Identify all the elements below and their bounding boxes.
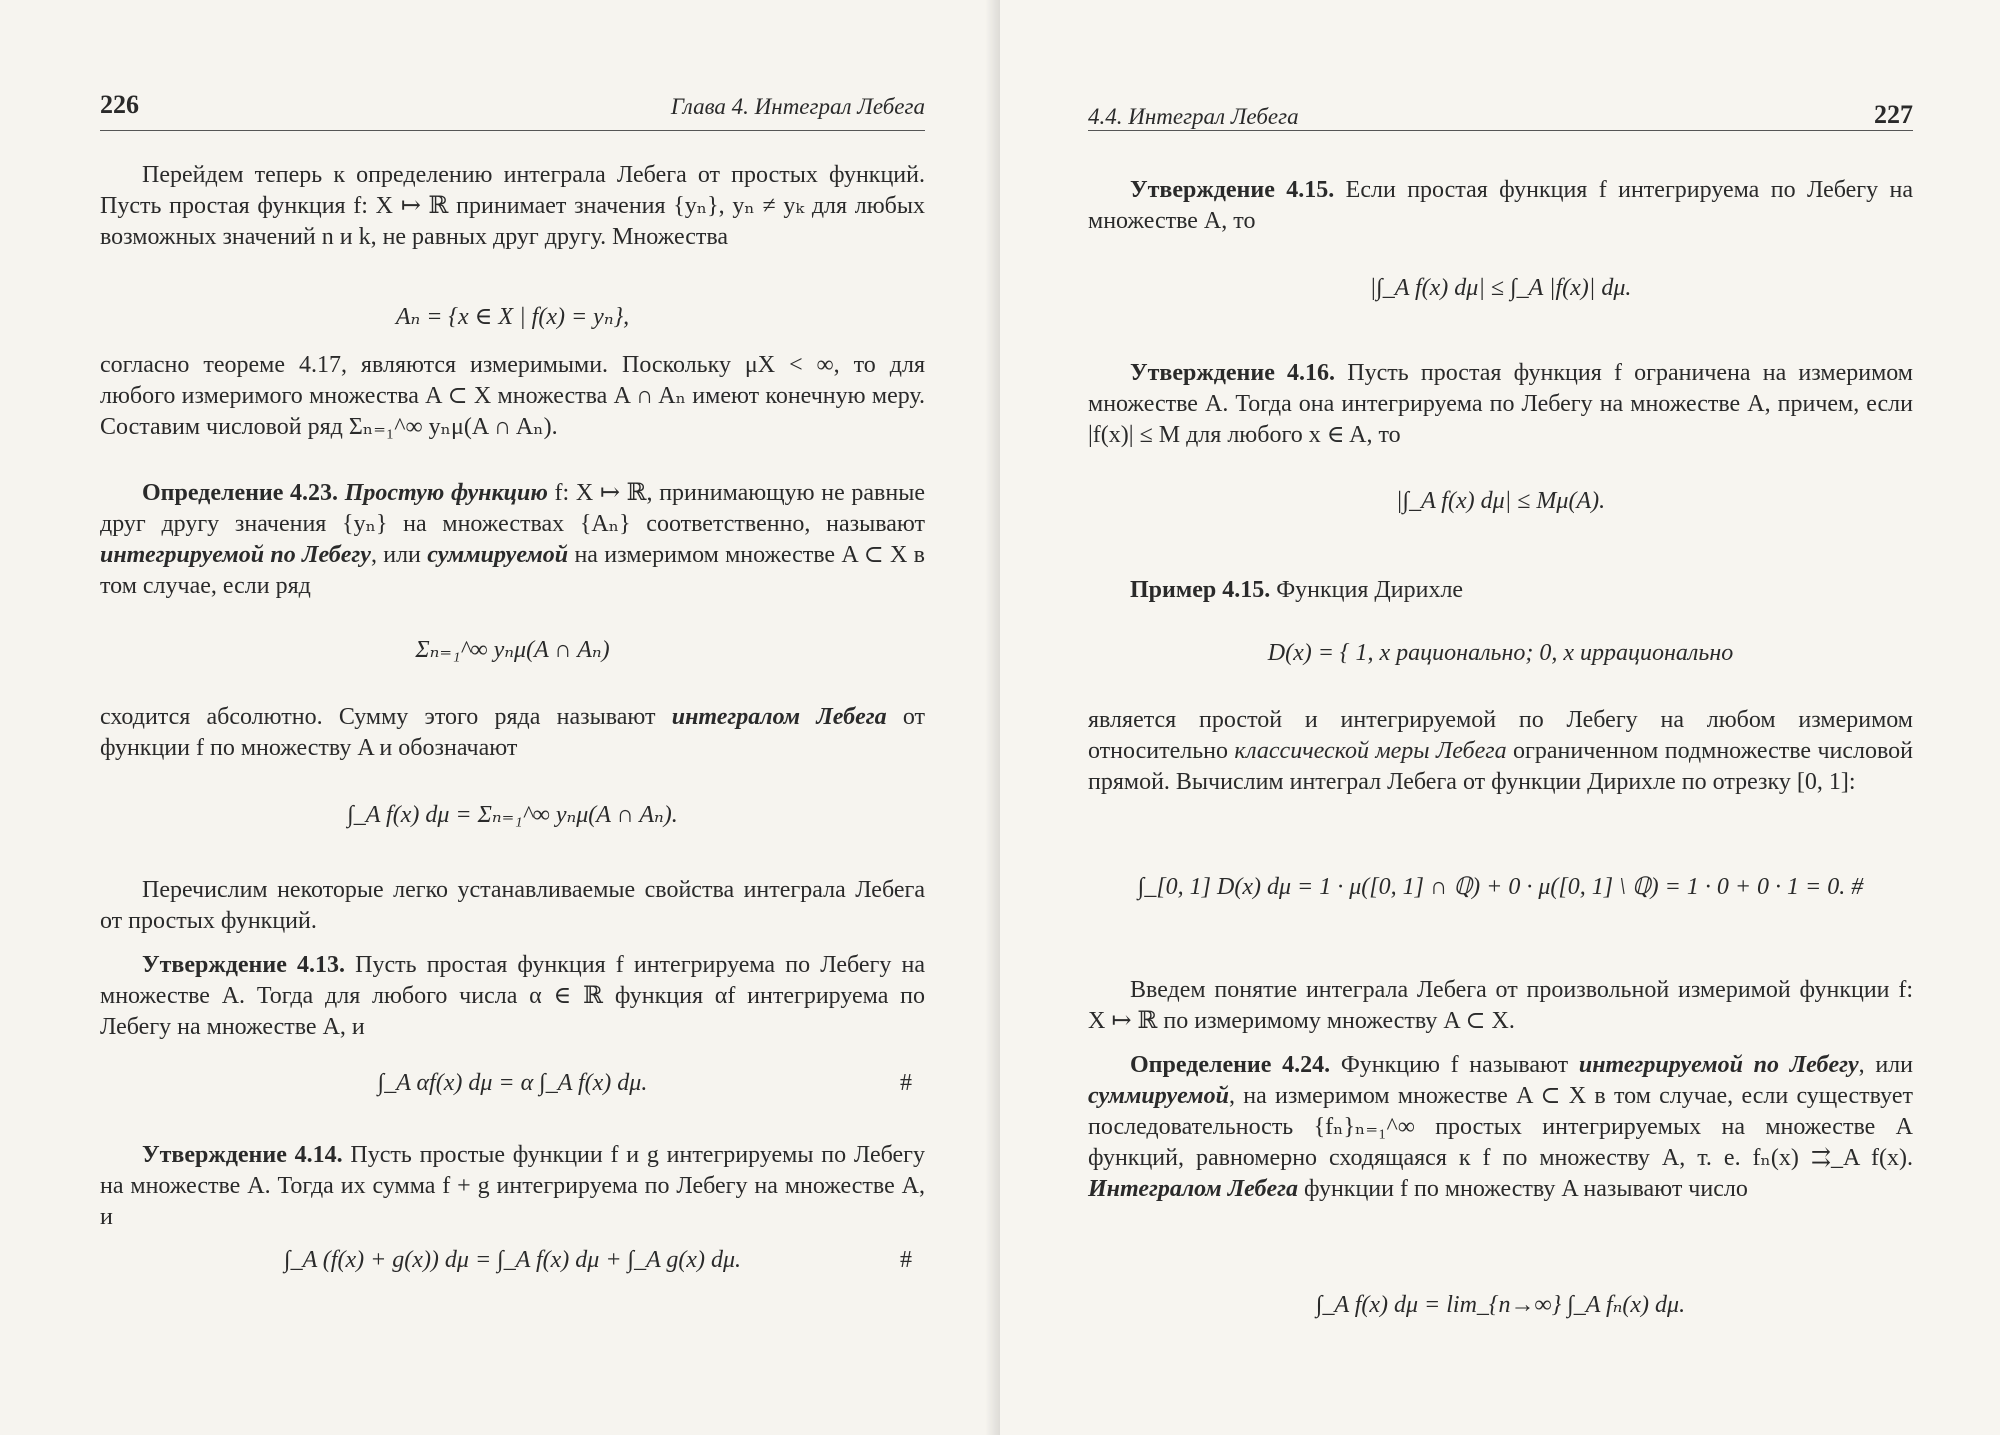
- definition-term: суммируемой: [1088, 1083, 1229, 1109]
- paragraph-text: от функции f по множеству A и обозначают: [100, 704, 926, 761]
- right-page: [1000, 0, 2000, 1435]
- definition-term: интегрируемой по Лебегу: [100, 542, 371, 568]
- definition-text: на измеримом множестве A ⊂ X в том случае, если ряд: [100, 542, 926, 599]
- statement: [100, 950, 925, 1043]
- formula: |∫_A f(x) dμ| ≤ Mμ(A).: [1395, 488, 1606, 514]
- term: классической меры Лебега: [1234, 738, 1507, 764]
- statement: [100, 1140, 925, 1233]
- paragraph: Введем понятие интеграла Лебега от произвольной измеримой функции f: X ↦ ℝ по измеримому множеству A ⊂ X.: [1088, 977, 1913, 1034]
- page-number: 227: [1874, 100, 1913, 129]
- left-header: [100, 90, 925, 131]
- definition-text: Функцию f называют: [1340, 1052, 1569, 1078]
- definition-text: функции f по множеству A называют число: [1304, 1176, 1748, 1202]
- formula: ∫_A f(x) dμ = Σₙ₌₁^∞ yₙμ(A ∩ Aₙ).: [347, 802, 678, 828]
- statement-label: Утверждение 4.14.: [142, 1142, 343, 1168]
- running-head: 4.4. Интеграл Лебега: [1088, 104, 1299, 129]
- definition-term: суммируемой: [427, 542, 569, 568]
- formula: D(x) = { 1, x рационально; 0, x иррационально: [1267, 640, 1734, 666]
- definition-label: Определение 4.23.: [142, 480, 339, 506]
- statement-label: Утверждение 4.16.: [1130, 360, 1336, 386]
- running-head: Глава 4. Интеграл Лебега: [670, 94, 925, 119]
- formula: |∫_A f(x) dμ| ≤ ∫_A |f(x)| dμ.: [1369, 275, 1632, 301]
- example-label: Пример 4.15.: [1130, 577, 1271, 603]
- definition-label: Определение 4.24.: [1130, 1052, 1331, 1078]
- page-number: 226: [100, 90, 139, 119]
- end-mark: #: [900, 1070, 912, 1096]
- definition-term: Простую функцию: [344, 480, 548, 506]
- paragraph-text: является простой и интегрируемой по Лебегу на любом измеримом относительно: [1088, 707, 1913, 764]
- statement: [1088, 358, 1913, 451]
- formula: ∫_A αf(x) dμ = α ∫_A f(x) dμ.: [377, 1070, 648, 1096]
- formula: ∫_[0, 1] D(x) dμ = 1 · μ([0, 1] ∩ ℚ) + 0 · μ([0, 1] \ ℚ) = 1 · 0 + 0 · 1 = 0. #: [1137, 874, 1864, 900]
- definition-text: f: X ↦ ℝ, принимающую не равные друг другу значения {yₙ} на множествах {Aₙ} соответственно, называют: [100, 480, 925, 537]
- term: интегралом Лебега: [671, 704, 887, 730]
- paragraph: Перечислим некоторые легко устанавливаемые свойства интеграла Лебега от простых функций.: [100, 877, 925, 934]
- paragraph: [1088, 705, 1913, 798]
- right-header: [1088, 90, 1913, 131]
- statement-text: Если простая функция f интегрируема по Лебегу на множестве A, то: [1088, 177, 1914, 234]
- paragraph: [100, 702, 925, 764]
- formula: ∫_A f(x) dμ = lim_{n→∞} ∫_A fₙ(x) dμ.: [1315, 1292, 1686, 1318]
- paragraph: согласно теореме 4.17, являются измеримыми. Поскольку μX < ∞, то для любого измеримого множества A ⊂ X множества A ∩ Aₙ имеют конечную меру. Составим числовой ряд Σₙ₌₁^∞ yₙμ(A ∩ Aₙ).: [100, 352, 925, 440]
- statement-text: Пусть простая функция f ограничена на измеримом множестве A. Тогда она интегрируема по Лебегу на множестве A, причем, если |f(x)| ≤ M для любого x ∈ A, то: [1088, 360, 1913, 448]
- end-mark: #: [900, 1247, 912, 1273]
- formula: ∫_A (f(x) + g(x)) dμ = ∫_A f(x) dμ + ∫_A g(x) dμ.: [284, 1247, 741, 1273]
- example: [1088, 575, 1913, 606]
- statement-label: Утверждение 4.13.: [142, 952, 346, 978]
- definition: [100, 478, 925, 602]
- statement-label: Утверждение 4.15.: [1130, 177, 1335, 203]
- definition-text: , на измеримом множестве A ⊂ X в том случае, если существует последовательность {fₙ}ₙ₌₁^∞ простых интегрируемых на множестве A функций, равномерно сходящаяся к f по множеству A, т. е. fₙ(x) ⇉_A f(x).: [1088, 1083, 1913, 1171]
- definition-term: интегрируемой по Лебегу: [1578, 1052, 1859, 1078]
- formula: Σₙ₌₁^∞ yₙμ(A ∩ Aₙ): [415, 637, 610, 663]
- statement-text: Пусть простая функция f интегрируема по Лебегу на множестве A. Тогда для любого числа α ∈ ℝ функция αf интегрируема по Лебегу на множестве A, и: [100, 952, 925, 1040]
- definition-text: , или: [370, 542, 421, 568]
- paragraph-text: ограниченном подмножестве числовой прямой. Вычислим интеграл Лебега от функции Дирихле по отрезку [0, 1]:: [1088, 738, 1914, 795]
- example-text: Функция Дирихле: [1276, 577, 1464, 603]
- paragraph: Перейдем теперь к определению интеграла Лебега от простых функций. Пусть простая функция f: X ↦ ℝ принимает значения {yₙ}, yₙ ≠ yₖ для любых возможных значений n и k, не равных друг другу. Множества: [100, 162, 925, 250]
- statement-text: Пусть простые функции f и g интегрируемы по Лебегу на множестве A. Тогда их сумма f + g интегрируема по Лебегу на множестве A, и: [100, 1142, 926, 1230]
- formula: Aₙ = {x ∈ X | f(x) = yₙ},: [395, 304, 630, 330]
- definition-term: Интегралом Лебега: [1088, 1176, 1298, 1202]
- definition-text: , или: [1858, 1052, 1914, 1078]
- paragraph-text: сходится абсолютно. Сумму этого ряда называют: [100, 704, 656, 730]
- definition: [1088, 1050, 1913, 1205]
- statement: [1088, 175, 1913, 237]
